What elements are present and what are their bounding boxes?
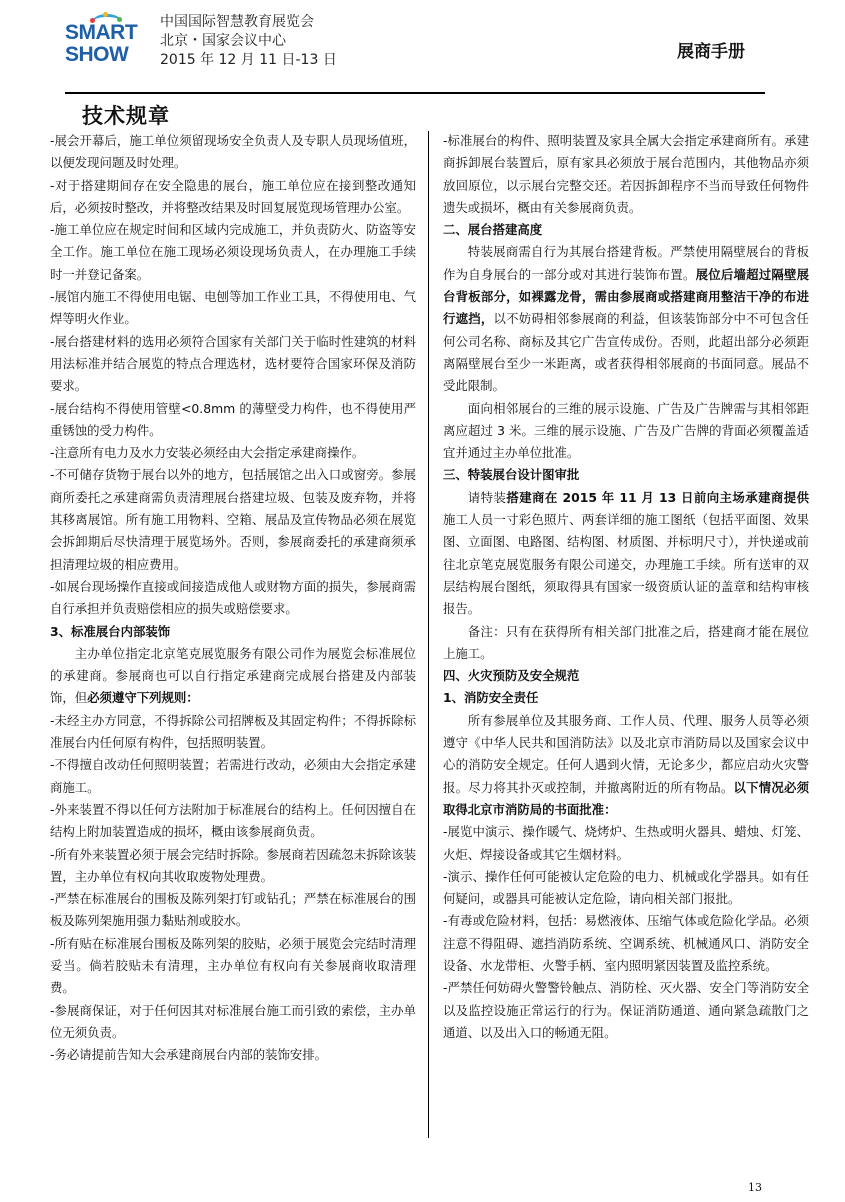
page-header (0, 0, 845, 95)
paragraph: -展会开幕后，施工单位须留现场安全负责人及专职人员现场值班，以便发现问题及时处理。 (50, 133, 416, 171)
paragraph: -严禁任何妨碍火警警铃触点、消防栓、灭火器、安全门等消防安全以及监控设施正常运行的行为。保证消防通道、通向紧急疏散门之通道、以及出入口的畅通无阻。 (443, 980, 809, 1040)
paragraph: -展台搭建材料的选用必须符合国家有关部门关于临时性建筑的材料用法标准并结合展览的特点合理选材，选材要符合国家环保及消防要求。 (50, 333, 416, 394)
text-run: 施工人员一寸彩色照片、两套详细的施工图纸（包括平面图、效果图、立面图、电路图、结构图、材质图、并标明尺寸），并快递或前往北京笔克展览服务有限公司递交，办理施工手续。所有送审的双层结构展台图纸，须取得具有国家一级资质认证的盖章和结构审核报告。 (443, 512, 809, 617)
paragraph: -演示、操作任何可能被认定危险的电力、机械或化学器具。如有任何疑问，或器具可能被认定危险，请向相关部门报批。 (443, 868, 809, 907)
paragraph: 备注：只有在获得所有相关部门批准之后，搭建商才能在展位上施工。 (443, 623, 809, 661)
paragraph (443, 487, 809, 621)
section-title: 技术规章 (82, 104, 170, 128)
paragraph: -参展商保证，对于任何因其对标准展台施工而引致的索偿，主办单位无须负责。 (50, 1002, 416, 1040)
bold-text-run: 搭建商在 2015 年 11 月 13 日前向主场承建商提供 (506, 489, 810, 505)
paragraph (50, 643, 416, 710)
bold-text-run: 展位后墙超过隔壁展台背板部分，如裸露龙骨，需由参展商或搭建商用整洁干净的布进行遮挡， (443, 266, 809, 327)
paragraph: -展台结构不得使用管壁<0.8mm 的薄壁受力构件，也不得使用严重锈蚀的受力构件。 (50, 400, 416, 438)
paragraph: -所有贴在标准展台围板及陈列架的胶贴，必须于展览会完结时清理妥当。倘若胶贴未有清理，主办单位有权向有关参展商收取清理费。 (50, 935, 416, 996)
paragraph: 面向相邻展台的三维的展示设施、广告及广告牌需与其相邻距离应超过 3 米。三维的展示设施、广告及广告牌的背面必须覆盖适宜并通过主办单位批准。 (443, 400, 809, 461)
paragraph: -务必请提前告知大会承建商展台内部的装饰安排。 (50, 1047, 328, 1063)
paragraph: -不得擅自改动任何照明装置；若需进行改动，必须由大会指定承建商施工。 (50, 757, 416, 795)
manual-title: 展商手册 (677, 42, 745, 62)
column-divider (428, 131, 429, 1138)
paragraph: -标准展台的构件、照明装置及家具全属大会指定承建商所有。承建商拆卸展台装置后，原有家具必须放于展台范围内，其他物品亦须放回原位，以示展台完整交还。若因拆卸程序不当而导致任何物件遗失或损坏，概由有关参展商负责。 (443, 133, 809, 215)
paragraph (443, 710, 809, 821)
paragraph: -如展台现场操作直接或间接造成他人或财物方面的损失，参展商需自行承担并负责赔偿相应的损失或赔偿要求。 (50, 578, 416, 617)
paragraph: -注意所有电力及水力安装必须经由大会指定承建商操作。 (50, 445, 365, 461)
text-run: 所有参展单位及其服务商、工作人员、代理、服务人员等必须遵守《中华人民共和国消防法》以及北京市消防局以及国家会议中心的消防安全规定。任何人遇到火情，无论多少，都应启动火灾警报。尽力将其扑灭或控制，并撤离附近的所有物品。 (443, 712, 809, 795)
paragraph: -严禁在标准展台的围板及陈列架打钉或钻孔；严禁在标准展台的围板及陈列架施用强力黏贴剂或胶水。 (50, 891, 416, 929)
text-run: 主办单位指定北京笔克展览服务有限公司作为展览会标准展位的承建商。参展商也可以自行指定承建商完成展台搭建及内部装饰，但 (50, 645, 416, 706)
text-run: 特装展商需自行为其展台搭建背板。严禁使用隔壁展台的背板作为自身展台的一部分或对其进行装饰布置。 (443, 244, 809, 282)
paragraph: -施工单位应在规定时间和区域内完成施工，并负责防火、防盗等安全工作。施工单位在施工现场必须设现场负责人，在办理施工手续时一并登记备案。 (50, 222, 416, 282)
event-info (160, 13, 337, 70)
paragraph: -所有外来装置必须于展会完结时拆除。参展商若因疏忽未拆除该装置，主办单位有权向其收取废物处理费。 (50, 846, 416, 884)
subheading: 二、展台搭建高度 (443, 222, 543, 238)
paragraph: -对于搭建期间存在安全隐患的展台，施工单位应在接到整改通知后，必须按时整改，并将整改结果及时回复展览现场管理办公室。 (50, 177, 416, 215)
right-column (443, 130, 809, 1044)
left-column (50, 130, 416, 1066)
paragraph: -展馆内施工不得使用电锯、电刨等加工作业工具，不得使用电、气焊等明火作业。 (50, 289, 416, 327)
header-divider (65, 92, 765, 94)
text-run: 请特装 (467, 489, 507, 505)
subheading: 1、消防安全责任 (443, 690, 539, 706)
paragraph: -不可储存货物于展台以外的地方，包括展馆之出入口或窗旁。参展商所委托之承建商需负责清理展台搭建垃圾、包装及废弃物，并将其移离展馆。所有施工用物料、空箱、展品及宣传物品必须在展览会拆卸期后尽快清理于展览场外。否则，参展商委托的承建商须承担清理垃圾的相应费用。 (50, 467, 416, 572)
paragraph: -外来装置不得以任何方法附加于标准展台的结构上。任何因擅自在结构上附加装置造成的损坏，概由该参展商负责。 (50, 801, 416, 840)
smart-show-logo (65, 22, 145, 74)
logo-text-bottom: SHOW (65, 43, 129, 66)
logo-dot-icon (103, 12, 108, 17)
bold-text-run: 以下情况必须取得北京市消防局的书面批准： (443, 779, 810, 817)
bold-text-run: 必须遵守下列规则： (87, 690, 199, 706)
paragraph (443, 241, 809, 397)
subheading: 三、特装展台设计图审批 (443, 467, 580, 483)
text-run: 以不妨碍相邻参展商的利益，但该装饰部分中不可包含任何公司名称、商标及其它广告宣传成份。否则，此超出部分必须距离隔壁展台至少一米距离，或者获得相邻展商的书面同意。展品不受此限制。 (443, 311, 809, 394)
paragraph: -展览中演示、操作暖气、烧烤炉、生热或明火器具、蜡烛、灯笼、火炬、焊接设备或其它生烟材料。 (443, 824, 809, 862)
logo-text-top: SMART (65, 21, 138, 44)
paragraph: -有毒或危险材料，包括：易燃液体、压缩气体或危险化学品。必须注意不得阻碍、遮挡消防系统、空调系统、机械通风口、消防安全设备、水龙带柜、火警手柄、室内照明紧因装置及监控系统。 (443, 913, 809, 973)
event-name: 中国国际智慧教育展览会 (160, 14, 314, 30)
subheading: 3、标准展台内部装饰 (50, 623, 171, 639)
page-number: 13 (748, 1181, 762, 1194)
subheading: 四、火灾预防及安全规范 (443, 668, 580, 684)
event-dates: 2015 年 12 月 11 日-13 日 (160, 52, 337, 68)
paragraph: -未经主办方同意，不得拆除公司招牌板及其固定构件；不得拆除标准展台内任何原有构件，包括照明装置。 (50, 712, 416, 751)
event-venue: 北京・国家会议中心 (160, 33, 286, 49)
